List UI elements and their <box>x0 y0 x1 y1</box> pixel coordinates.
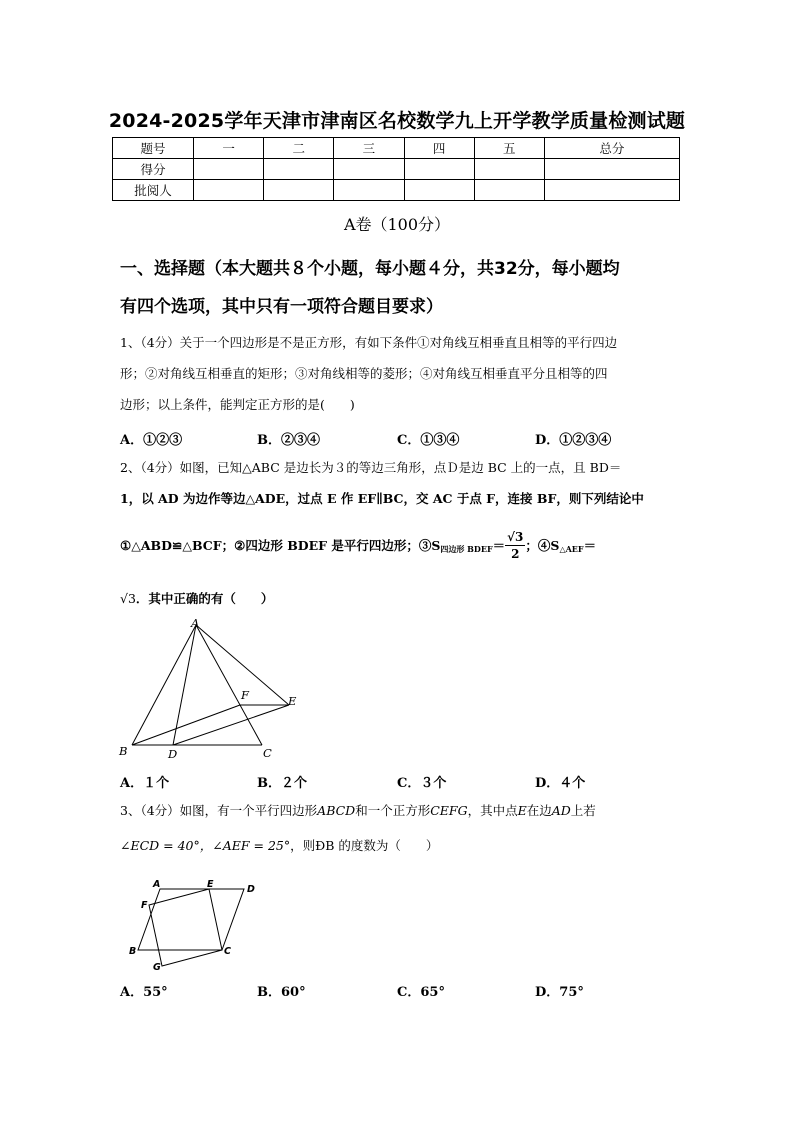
fig-label-f: F <box>141 900 148 911</box>
q1-text-line1: 1、（4分）关于一个四边形是不是正方形，有如下条件①对角线互相垂直且相等的平行四边 <box>120 335 618 350</box>
q2-option-d[interactable]: D．４个 <box>535 776 586 791</box>
q3-text-part: 上若 <box>570 803 596 818</box>
q2-line3-eq: ＝ <box>583 537 597 553</box>
q3-text-part: ，其中点 <box>467 803 518 818</box>
q2-figure <box>112 615 312 765</box>
q3-text-part: 在边 <box>526 803 552 818</box>
q3-figure <box>122 874 272 974</box>
score-cell[interactable] <box>334 159 404 180</box>
q1-option-c[interactable]: C．①③④ <box>397 433 460 448</box>
q2-area-subscript: 四边形 BDEF <box>440 543 493 554</box>
q3-text-line1 <box>120 803 596 819</box>
section-heading-line2: 有四个选项，其中只有一项符合题目要求） <box>120 297 443 317</box>
fig-label-c: C <box>224 946 231 957</box>
q1-text-line3: 边形；以上条件，能判定正方形的是( ) <box>120 397 355 412</box>
q2-fraction-numerator: √3 <box>507 530 524 544</box>
score-table-header-cell: 三 <box>334 138 404 159</box>
q2-line3-part: ；④S <box>525 537 560 553</box>
fig-label-c: C <box>263 746 272 760</box>
q2-line4-text: ．其中正确的有（ ） <box>135 591 274 606</box>
fig-line-de <box>173 705 289 745</box>
q3-text-part: 3、（4分）如图，有一个平行四边形 <box>120 803 318 818</box>
q2-line3-part: ①△ABD≌△BCF；②四边形 BDEF 是平行四边形；③S <box>120 537 441 553</box>
fig-parallelogram-abcd <box>138 889 244 950</box>
q3-text-part: ，则ÐB 的度数为（ ） <box>290 838 439 853</box>
q3-option-a[interactable]: A．55° <box>120 985 168 1000</box>
q1-option-b[interactable]: B．②③④ <box>257 433 320 448</box>
score-cell[interactable] <box>544 159 679 180</box>
fig-label-d: D <box>168 747 178 761</box>
fig-label-d: D <box>247 884 255 895</box>
score-table-row <box>113 180 680 201</box>
fig-label-b: B <box>119 744 128 758</box>
q3-math: AD <box>551 803 571 818</box>
q3-option-c[interactable]: C．65° <box>397 985 445 1000</box>
fig-label-e: E <box>288 694 297 708</box>
score-cell[interactable] <box>474 180 544 201</box>
score-table-header-cell: 五 <box>474 138 544 159</box>
volume-heading: A卷（100分） <box>343 215 451 234</box>
score-cell[interactable] <box>404 180 474 201</box>
q3-math: CEFG <box>430 803 468 818</box>
q2-option-b[interactable]: B．２个 <box>257 776 307 791</box>
q3-option-b[interactable]: B．60° <box>257 985 306 1000</box>
q2-fraction <box>505 529 525 562</box>
q2-line3-eq: ＝ <box>492 537 506 553</box>
score-row-label: 批阅人 <box>113 180 194 201</box>
q2-text-line4 <box>120 591 273 607</box>
q2-option-c[interactable]: C．３个 <box>397 776 447 791</box>
score-cell[interactable] <box>474 159 544 180</box>
fig-label-e: E <box>207 879 214 890</box>
section-heading-line1: 一、选择题（本大题共８个小题，每小题４分，共32分，每小题均 <box>120 259 620 279</box>
q2-root-value: √3 <box>120 591 136 606</box>
fig-square-cefg <box>149 889 222 966</box>
q2-text-line2: 1，以 AD 为边作等边△ADE，过点 E 作 EF∥BC，交 AC 于点 F，连接 BF，则下列结论中 <box>120 491 644 506</box>
q2-fraction-denominator: 2 <box>511 547 520 561</box>
score-cell[interactable] <box>264 180 334 201</box>
q1-option-a[interactable]: A．①②③ <box>120 433 183 448</box>
score-table-header-cell: 一 <box>194 138 264 159</box>
score-table-row <box>113 159 680 180</box>
score-cell[interactable] <box>334 180 404 201</box>
fig-line-ab <box>132 625 196 745</box>
q2-area-subscript: △AEF <box>559 543 584 554</box>
score-cell[interactable] <box>544 180 679 201</box>
q1-option-d[interactable]: D．①②③④ <box>535 433 612 448</box>
fig-line-ad <box>173 625 196 745</box>
q3-math: E <box>517 803 527 818</box>
fig-label-b: B <box>129 946 137 957</box>
score-cell[interactable] <box>264 159 334 180</box>
score-table-header-cell: 题号 <box>113 138 194 159</box>
score-table <box>112 137 680 201</box>
score-cell[interactable] <box>404 159 474 180</box>
q1-text-line2: 形；②对角线互相垂直的矩形；③对角线相等的菱形；④对角线互相垂直平分且相等的四 <box>120 366 608 381</box>
fig-label-f: F <box>241 688 249 702</box>
q3-option-d[interactable]: D．75° <box>535 985 584 1000</box>
score-table-header-cell: 二 <box>264 138 334 159</box>
fig-label-g: G <box>153 962 161 973</box>
q3-math: ABCD <box>317 803 356 818</box>
q2-text-line1: 2、（4分）如图，已知△ABC 是边长为３的等边三角形，点Ｄ是边 BC 上的一点，且 BD＝ <box>120 460 622 475</box>
q3-math-angles: ∠ECD = 40°，∠AEF = 25° <box>120 838 291 853</box>
fig-line-bf <box>132 705 240 745</box>
score-cell[interactable] <box>194 180 264 201</box>
q2-option-a[interactable]: A．１个 <box>120 776 170 791</box>
score-row-label: 得分 <box>113 159 194 180</box>
fig-label-a: A <box>153 879 161 890</box>
score-table-header-cell: 总分 <box>544 138 679 159</box>
page-title: 2024-2025学年天津市津南区名校数学九上开学教学质量检测试题 <box>108 110 686 132</box>
score-table-header-cell: 四 <box>404 138 474 159</box>
fig-label-a: A <box>191 616 200 630</box>
score-table-header-row <box>113 138 680 159</box>
q3-text-part: 和一个正方形 <box>355 803 431 818</box>
q2-text-line3 <box>120 529 596 562</box>
fig-line-ac <box>196 625 262 745</box>
score-cell[interactable] <box>194 159 264 180</box>
q3-text-line2 <box>120 838 438 854</box>
